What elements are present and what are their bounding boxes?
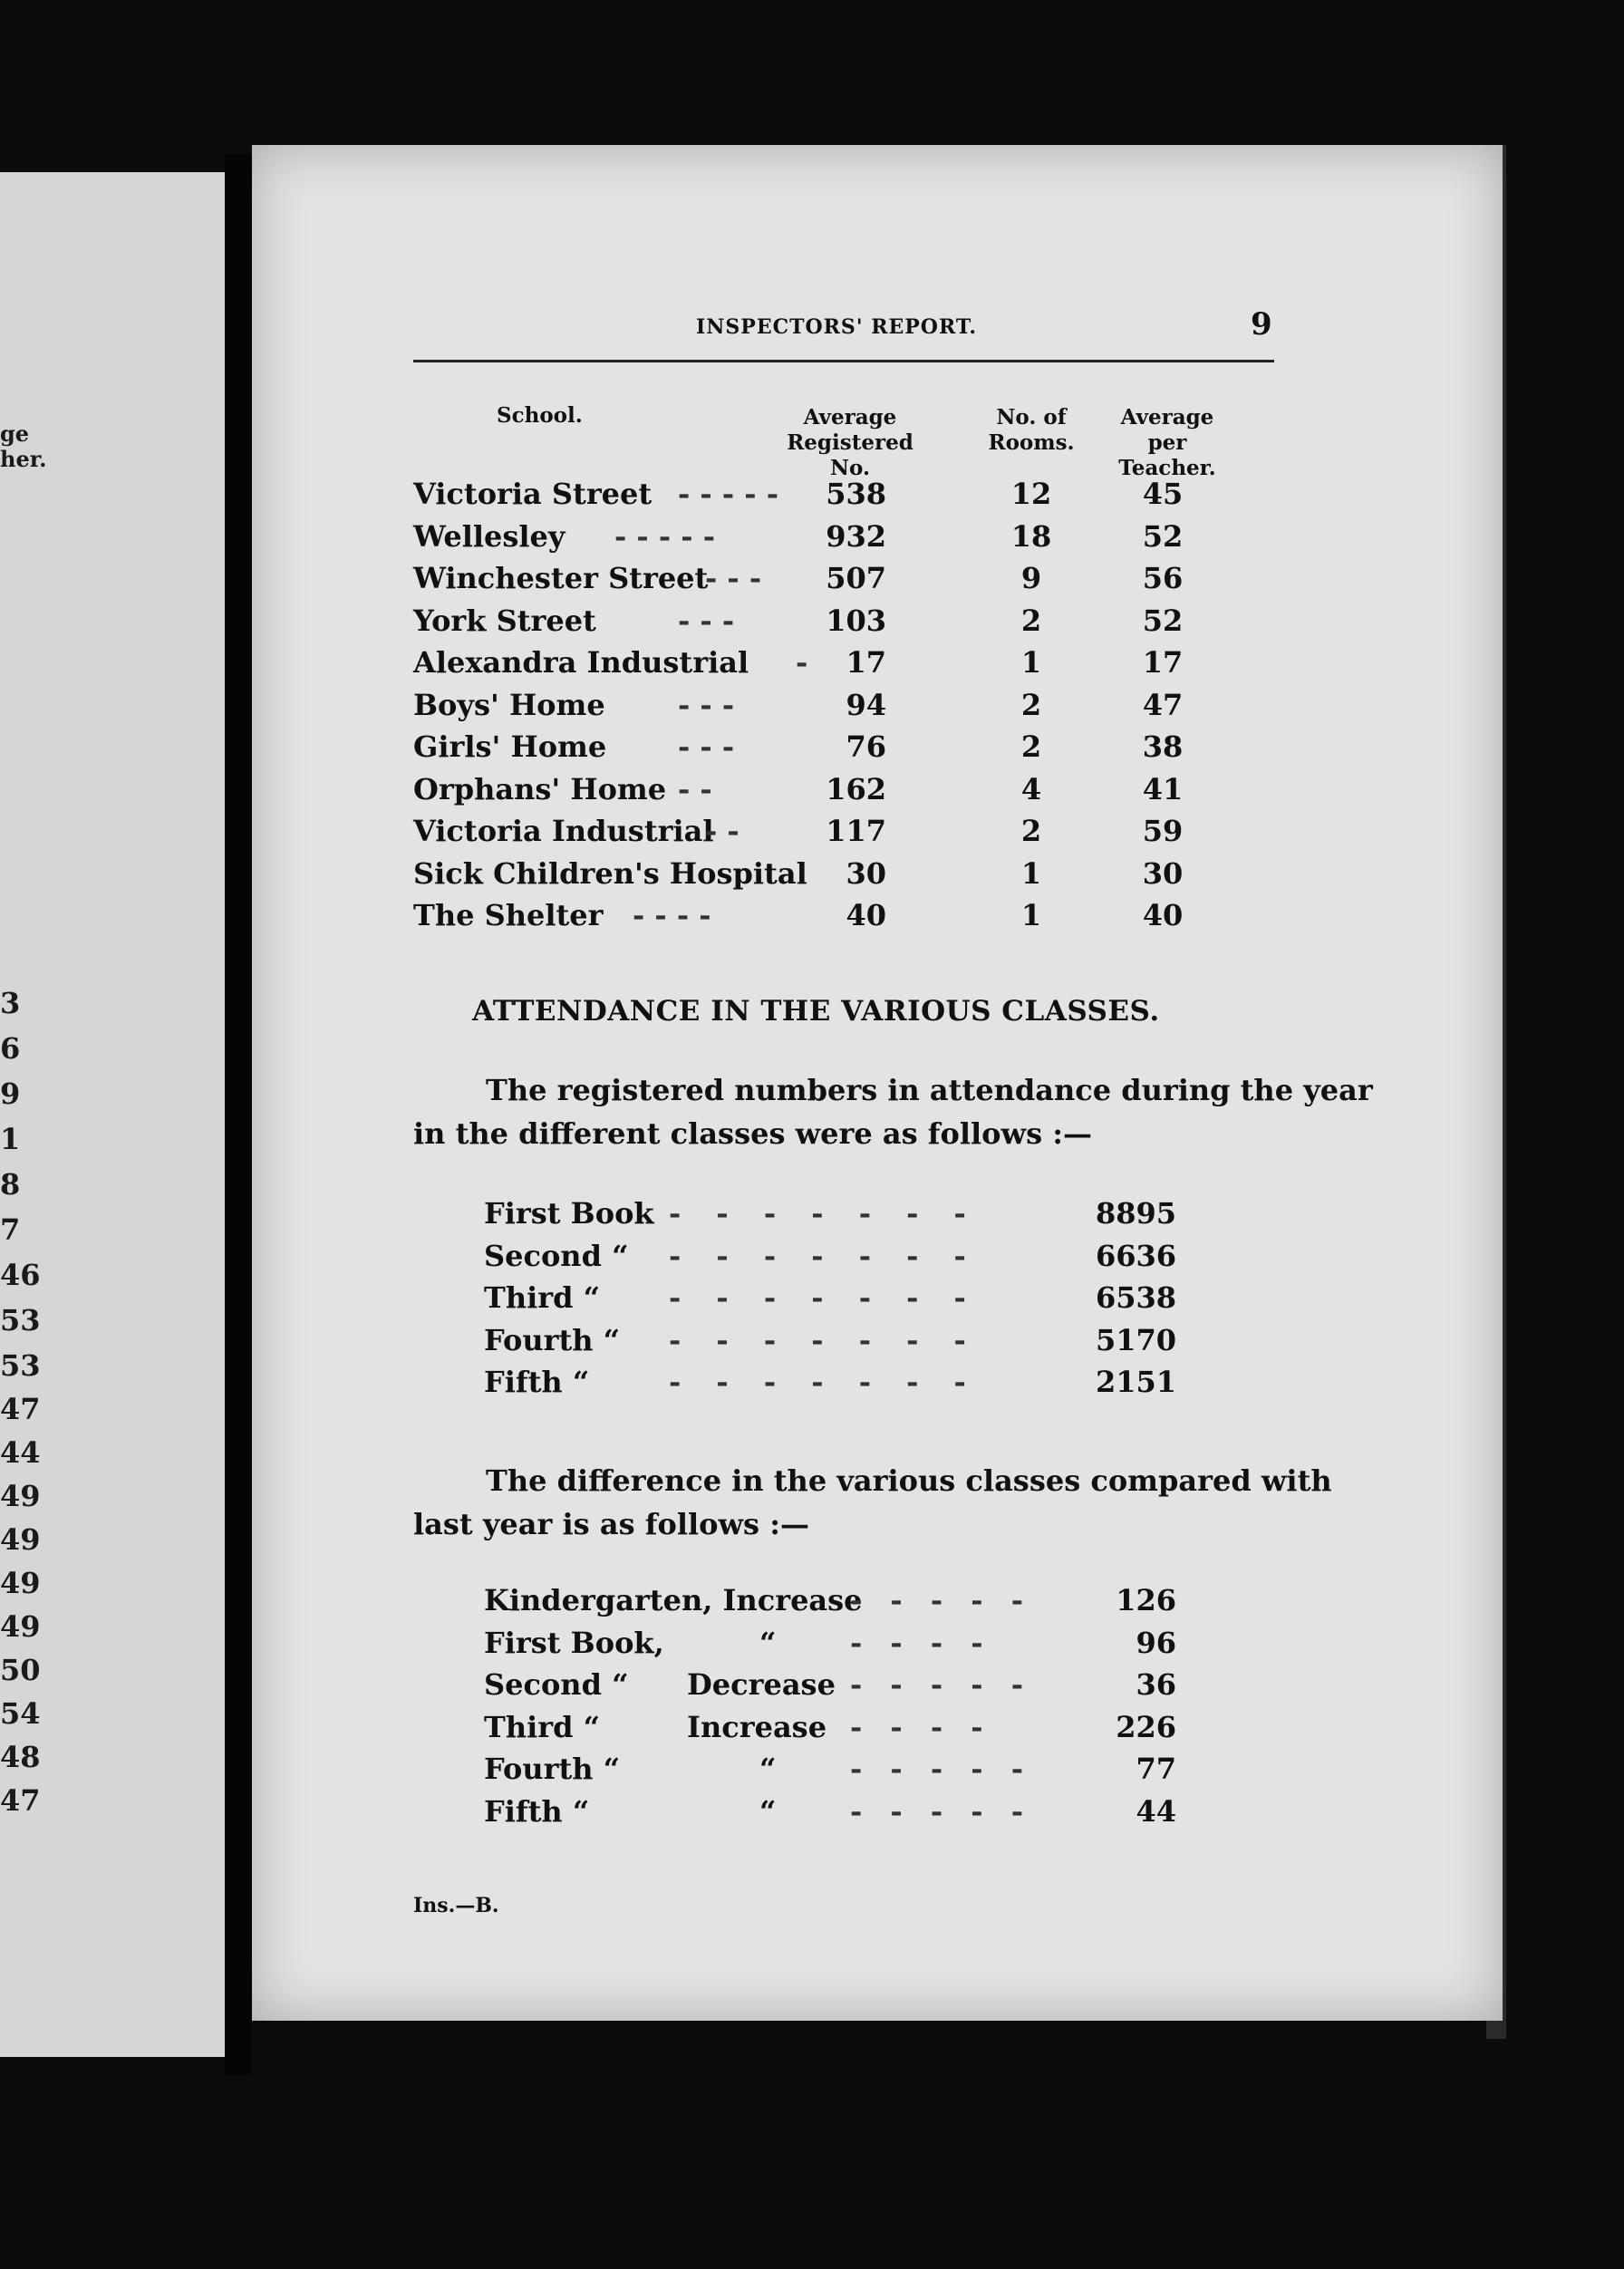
registered-number: 117 [826,814,886,848]
leader-dashes: - - - [678,603,735,638]
class-total: 5170 [1095,1322,1176,1357]
left-fragment: 47 [0,1783,41,1818]
class-label: Third “ [484,1709,601,1744]
school-name: Victoria Industrial [413,814,714,848]
left-fragment: 1 [0,1122,21,1156]
table-row [252,477,1503,517]
room-count: 2 [1020,687,1042,722]
book-binding [225,154,252,2075]
school-name: Victoria Street [413,477,652,511]
leader-dashes: - - - - - [614,518,715,554]
school-name: Orphans' Home [413,771,667,806]
left-page-fragment [0,172,225,2057]
list-item [252,1794,1503,1834]
table-row [252,814,1503,854]
average-per-teacher: 47 [1142,687,1184,722]
class-label: Third “ [484,1280,601,1315]
left-fragment: 49 [0,1522,41,1557]
room-count: 1 [1020,645,1042,680]
leader-dashes: - - - - - [850,1583,1032,1617]
change-label: Increase [687,1709,827,1744]
column-header-registered: Average Registered No. [787,405,914,480]
table-row [252,898,1503,938]
average-per-teacher: 17 [1142,645,1184,680]
average-per-teacher: 59 [1142,814,1184,848]
left-fragment: 50 [0,1653,41,1687]
leader-dashes: - - - - [850,1625,992,1660]
difference-value: 226 [1116,1709,1176,1744]
left-fragment: ge [0,420,30,447]
table-row [252,561,1503,601]
table-row [252,519,1503,559]
difference-intro-line-1: The difference in the various classes compared with [486,1463,1332,1498]
class-label: Second “ [484,1238,629,1273]
class-total: 6538 [1095,1280,1176,1315]
list-item [252,1752,1503,1791]
class-label: Fifth “ [484,1793,590,1829]
left-fragment: 49 [0,1566,41,1600]
page-number: 9 [1251,306,1272,343]
leader-dashes: - - - - - [678,477,778,511]
leader-dashes: - - - - [633,898,711,932]
list-item [252,1365,1503,1405]
change-label: “ [759,1752,777,1786]
list-item [252,1239,1503,1279]
school-name: The Shelter [413,898,604,932]
header-rule [413,360,1274,362]
average-per-teacher: 38 [1142,729,1184,764]
registered-number: 162 [826,771,886,806]
left-fragment: 53 [0,1303,41,1337]
class-total: 6636 [1095,1238,1176,1273]
table-row [252,645,1503,685]
difference-value: 126 [1116,1583,1176,1617]
room-count: 4 [1020,771,1042,806]
school-name: Winchester Street [413,561,709,595]
left-fragment: 47 [0,1392,41,1426]
left-fragment: her. [0,446,47,472]
school-name: Wellesley [413,518,566,554]
signature-mark: Ins.—B. [413,1894,499,1917]
class-label: Fifth “ [484,1365,590,1399]
class-label: First Book, [484,1625,664,1660]
list-item [252,1323,1503,1363]
left-fragment: 49 [0,1609,41,1644]
left-fragment: 46 [0,1258,41,1292]
list-item [252,1626,1503,1666]
class-total: 2151 [1095,1365,1176,1399]
leader-dashes: - - - - - [850,1667,1032,1702]
class-total: 8895 [1095,1196,1176,1231]
difference-intro-line-2: last year is as follows :— [413,1507,809,1541]
list-item [252,1583,1503,1623]
leader-dashes: - - - - - - - [669,1238,979,1273]
room-count: 18 [1010,518,1052,554]
room-count: 2 [1020,814,1042,848]
class-label: Second “ [484,1667,629,1702]
difference-value: 96 [1136,1625,1176,1660]
section-heading: ATTENDANCE IN THE VARIOUS CLASSES. [472,995,1160,1028]
leader-dashes: - - - - - [850,1752,1032,1786]
leader-dashes: - - - [678,729,735,764]
leader-dashes: - - - - - - - [669,1365,979,1399]
class-label: First Book [484,1196,654,1231]
registered-number: 40 [846,898,886,932]
table-row [252,856,1503,896]
list-item [252,1196,1503,1236]
left-fragment: 54 [0,1696,41,1731]
difference-value: 44 [1136,1793,1176,1829]
room-count: 12 [1010,477,1052,511]
registered-number: 17 [846,645,886,680]
leader-dashes: - - [678,771,712,806]
change-label: “ [759,1793,777,1829]
table-row [252,772,1503,812]
left-fragment: 7 [0,1212,21,1247]
attendance-intro-line-1: The registered numbers in attendance during the year [486,1073,1373,1107]
leader-dashes: - - - [678,687,735,722]
column-header-school: School. [497,403,583,428]
list-item [252,1710,1503,1750]
registered-number: 76 [846,729,886,764]
table-row [252,729,1503,769]
leader-dashes: - - - - - - - [669,1280,979,1315]
registered-number: 94 [846,687,886,722]
average-per-teacher: 30 [1142,855,1184,891]
leader-dashes: - [796,645,808,680]
room-count: 2 [1020,729,1042,764]
registered-number: 103 [826,603,886,638]
class-label: Kindergarten, Increase [484,1583,863,1617]
room-count: 9 [1020,561,1042,595]
table-row [252,603,1503,643]
attendance-intro-line-2: in the different classes were as follows :— [413,1116,1093,1151]
leader-dashes: - - - [705,561,762,595]
average-per-teacher: 52 [1142,603,1184,638]
room-count: 1 [1020,855,1042,891]
left-fragment: 44 [0,1435,41,1470]
school-name: Alexandra Industrial [413,645,749,680]
leader-dashes: - - - - - - - [669,1196,979,1231]
school-name: Sick Children's Hospital [413,855,807,891]
leader-dashes: - - - - - - - [669,1322,979,1357]
change-label: Decrease [687,1667,836,1702]
column-header-rooms: No. of Rooms. [988,405,1075,455]
change-label: “ [759,1625,777,1660]
left-fragment: 48 [0,1740,41,1774]
difference-value: 36 [1136,1667,1176,1702]
leader-dashes: - - - - - [850,1793,1032,1829]
left-fragment: 3 [0,986,21,1020]
table-row [252,688,1503,728]
difference-value: 77 [1136,1752,1176,1786]
average-per-teacher: 45 [1142,477,1184,511]
average-per-teacher: 52 [1142,518,1184,554]
registered-number: 507 [826,561,886,595]
left-fragment: 49 [0,1479,41,1513]
room-count: 2 [1020,603,1042,638]
left-fragment: 9 [0,1077,21,1111]
registered-number: 538 [826,477,886,511]
left-fragment: 53 [0,1348,41,1383]
class-label: Fourth “ [484,1322,621,1357]
running-title: INSPECTORS' REPORT. [696,315,978,339]
list-item [252,1280,1503,1320]
leader-dashes: - - [705,814,740,848]
school-name: Girls' Home [413,729,607,764]
school-name: Boys' Home [413,687,605,722]
registered-number: 30 [846,855,886,891]
list-item [252,1667,1503,1707]
column-header-per-teacher: Average per Teacher. [1118,405,1216,480]
room-count: 1 [1020,898,1042,932]
left-fragment: 8 [0,1167,21,1202]
page [252,145,1503,2021]
average-per-teacher: 41 [1142,771,1184,806]
leader-dashes: - - - - [850,1709,992,1744]
registered-number: 932 [826,518,886,554]
average-per-teacher: 40 [1142,898,1184,932]
left-fragment: 6 [0,1031,21,1066]
school-name: York Street [413,603,596,638]
average-per-teacher: 56 [1142,561,1184,595]
class-label: Fourth “ [484,1752,621,1786]
